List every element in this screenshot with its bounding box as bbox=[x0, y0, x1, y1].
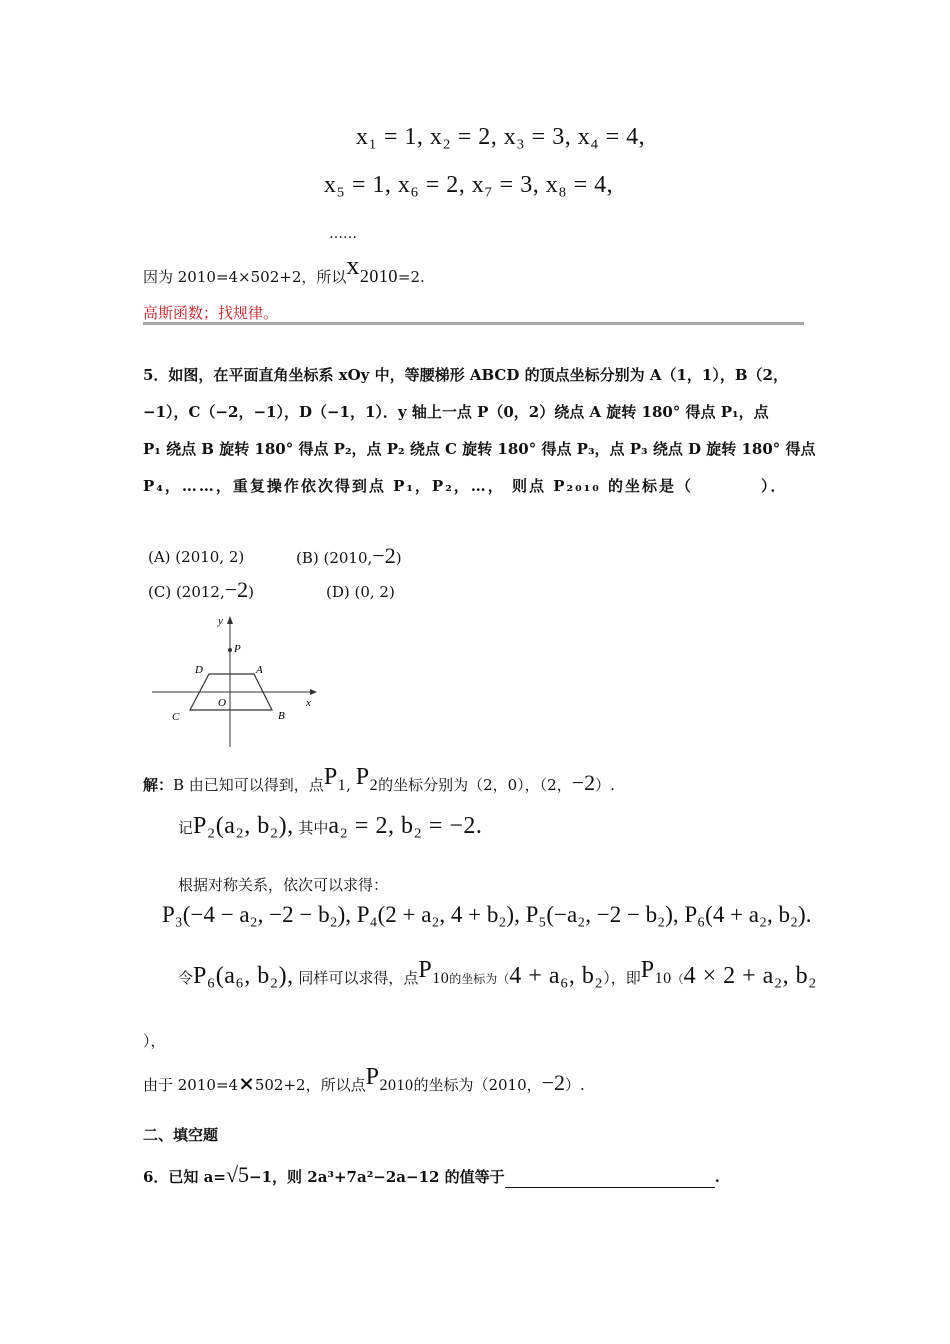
solution-l2-b: 其中 bbox=[298, 819, 329, 837]
label-p: P bbox=[234, 643, 241, 655]
option-b-value: −2 bbox=[372, 543, 396, 568]
solution-l1-a: B 由已知可以得到，点 bbox=[173, 776, 324, 794]
label-x: x bbox=[306, 697, 311, 709]
solution-l5-math2: 4 + a₆, b₂ bbox=[509, 963, 604, 989]
solution-line-2 bbox=[178, 813, 482, 840]
solution-line-7 bbox=[143, 1064, 585, 1097]
q6-answer-blank[interactable] bbox=[505, 1171, 715, 1188]
solution-l7-a: 由于 2010=4 bbox=[143, 1076, 239, 1094]
label-d: D bbox=[195, 664, 203, 676]
label-y: y bbox=[218, 615, 223, 627]
solution-l2-math2: a₂ = 2, b₂ = −2. bbox=[328, 813, 483, 839]
solution-l7-x: × bbox=[238, 1071, 255, 1095]
solution-line-3: 根据对称关系，依次可以求得： bbox=[178, 876, 389, 894]
sequence-line-2: x₅ = 1, x₆ = 2, x₇ = 3, x₈ = 4, bbox=[324, 172, 614, 198]
option-b-suffix: ) bbox=[395, 549, 402, 567]
q6-b: −1，则 2a³+7a²−2a−12 的值等于 bbox=[249, 1168, 505, 1186]
section-title: 二、填空题 bbox=[143, 1126, 219, 1144]
solution-l7-ps: 2010 bbox=[379, 1077, 414, 1094]
solution-l5-math3: 4 × 2 + a₂, b₂ bbox=[683, 963, 818, 989]
solution-l5-a: 令 bbox=[178, 969, 194, 987]
solution-l1-b: 的坐标分别为（2，0），（2， bbox=[378, 776, 572, 794]
option-b-prefix: (B) (2010, bbox=[296, 549, 373, 567]
solution-l5-p: P bbox=[418, 957, 433, 983]
solution-l1-p2: P bbox=[355, 764, 370, 790]
solution-line-1: 解：B 由已知可以得到，点P1, P2的坐标分别为（2，0），（2，−2）. bbox=[143, 764, 615, 795]
option-d: (D) (0, 2) bbox=[326, 583, 395, 601]
solution-l1-val: −2 bbox=[571, 770, 596, 795]
sequence-line-1: x₁ = 1, x₂ = 2, x₃ = 3, x₄ = 4, bbox=[356, 124, 646, 150]
solution-l5-c: 的坐标为（ bbox=[449, 972, 510, 986]
solution-l7-c: 的坐标为（2010， bbox=[413, 1076, 542, 1094]
conclusion-sub: 2010 bbox=[359, 266, 398, 286]
x-axis-arrow bbox=[310, 689, 317, 695]
option-c-suffix: ) bbox=[248, 583, 255, 601]
conclusion-prefix: 因为 2010=4×502+2，所以 bbox=[143, 268, 347, 286]
label-b: B bbox=[278, 710, 285, 722]
q5-stem-line-1: 5．如图，在平面直角坐标系 xOy 中，等腰梯形 ABCD 的顶点坐标分别为 A（1，1），B（2， bbox=[143, 366, 788, 384]
method-note: 高斯函数；找规律。 bbox=[143, 304, 279, 322]
solution-l1-p1: P bbox=[323, 764, 338, 790]
solution-l7-val: −2 bbox=[541, 1070, 566, 1095]
q6-end: . bbox=[714, 1168, 720, 1186]
option-b bbox=[296, 543, 402, 569]
solution-l5-e: （ bbox=[671, 972, 684, 986]
solution-l1-s2: 2 bbox=[369, 777, 379, 794]
ellipsis: …… bbox=[329, 226, 357, 242]
q6-a: 6．已知 a= bbox=[143, 1168, 226, 1186]
solution-label: 解： bbox=[143, 776, 174, 794]
solution-l1-c: ）. bbox=[595, 776, 615, 794]
q5-stem-line-4: P₄，……，重复操作依次得到点 P₁，P₂，…， 则点 P₂₀₁₀ 的坐标是（ ）． bbox=[143, 477, 788, 495]
solution-l7-b: 502+2，所以点 bbox=[254, 1076, 366, 1094]
solution-l7-p: P bbox=[365, 1064, 380, 1090]
solution-line-6: ）， bbox=[143, 1032, 166, 1050]
solution-l7-d: ）. bbox=[565, 1076, 585, 1094]
q6-line bbox=[143, 1162, 720, 1188]
solution-l5-math: P₆(a₆, b₂), bbox=[193, 963, 294, 989]
solution-line-4: P₃(−4 − a₂, −2 − b₂), P₄(2 + a₂, 4 + b₂), P₅(−a₂, −2 − b₂), P₆(4 + a₂, b₂). bbox=[162, 902, 812, 927]
divider bbox=[143, 322, 804, 325]
solution-line-5 bbox=[178, 957, 818, 990]
trapezoid-figure bbox=[150, 612, 320, 752]
q5-stem-line-3: P₁ 绕点 B 旋转 180° 得点 P₂，点 P₂ 绕点 C 旋转 180° 得点 P₃，点 P₃ 绕点 D 旋转 180° 得点 bbox=[143, 440, 816, 458]
solution-l5-b: 同样可以求得，点 bbox=[298, 969, 419, 987]
solution-l1-s1: 1 bbox=[337, 777, 347, 794]
solution-l5-d: ），即 bbox=[603, 969, 641, 987]
label-c: C bbox=[172, 711, 180, 723]
option-c-prefix: (C) (2012, bbox=[148, 583, 225, 601]
solution-l5-p2s: 10 bbox=[654, 970, 672, 987]
option-c bbox=[148, 577, 254, 603]
conclusion-line bbox=[143, 251, 425, 289]
q5-stem-line-2: −1），C（−2，−1），D（−1，1）．y 轴上一点 P（0，2）绕点 A 旋转 180° 得点 P₁，点 bbox=[143, 403, 769, 421]
solution-l2-a: 记 bbox=[178, 819, 194, 837]
solution-l2-math: P₂(a₂, b₂), bbox=[193, 813, 294, 839]
label-a: A bbox=[256, 664, 263, 676]
point-p bbox=[228, 648, 232, 652]
solution-l5-ps: 10 bbox=[432, 970, 450, 987]
option-c-value: −2 bbox=[224, 577, 249, 602]
solution-l5-p2: P bbox=[640, 957, 655, 983]
y-axis-arrow bbox=[227, 616, 233, 624]
option-a: (A) (2010, 2) bbox=[148, 548, 245, 566]
conclusion-suffix: =2. bbox=[397, 268, 425, 286]
conclusion-var: x bbox=[346, 251, 360, 280]
label-o: O bbox=[218, 697, 226, 709]
q6-sqrt: √5 bbox=[225, 1162, 250, 1187]
